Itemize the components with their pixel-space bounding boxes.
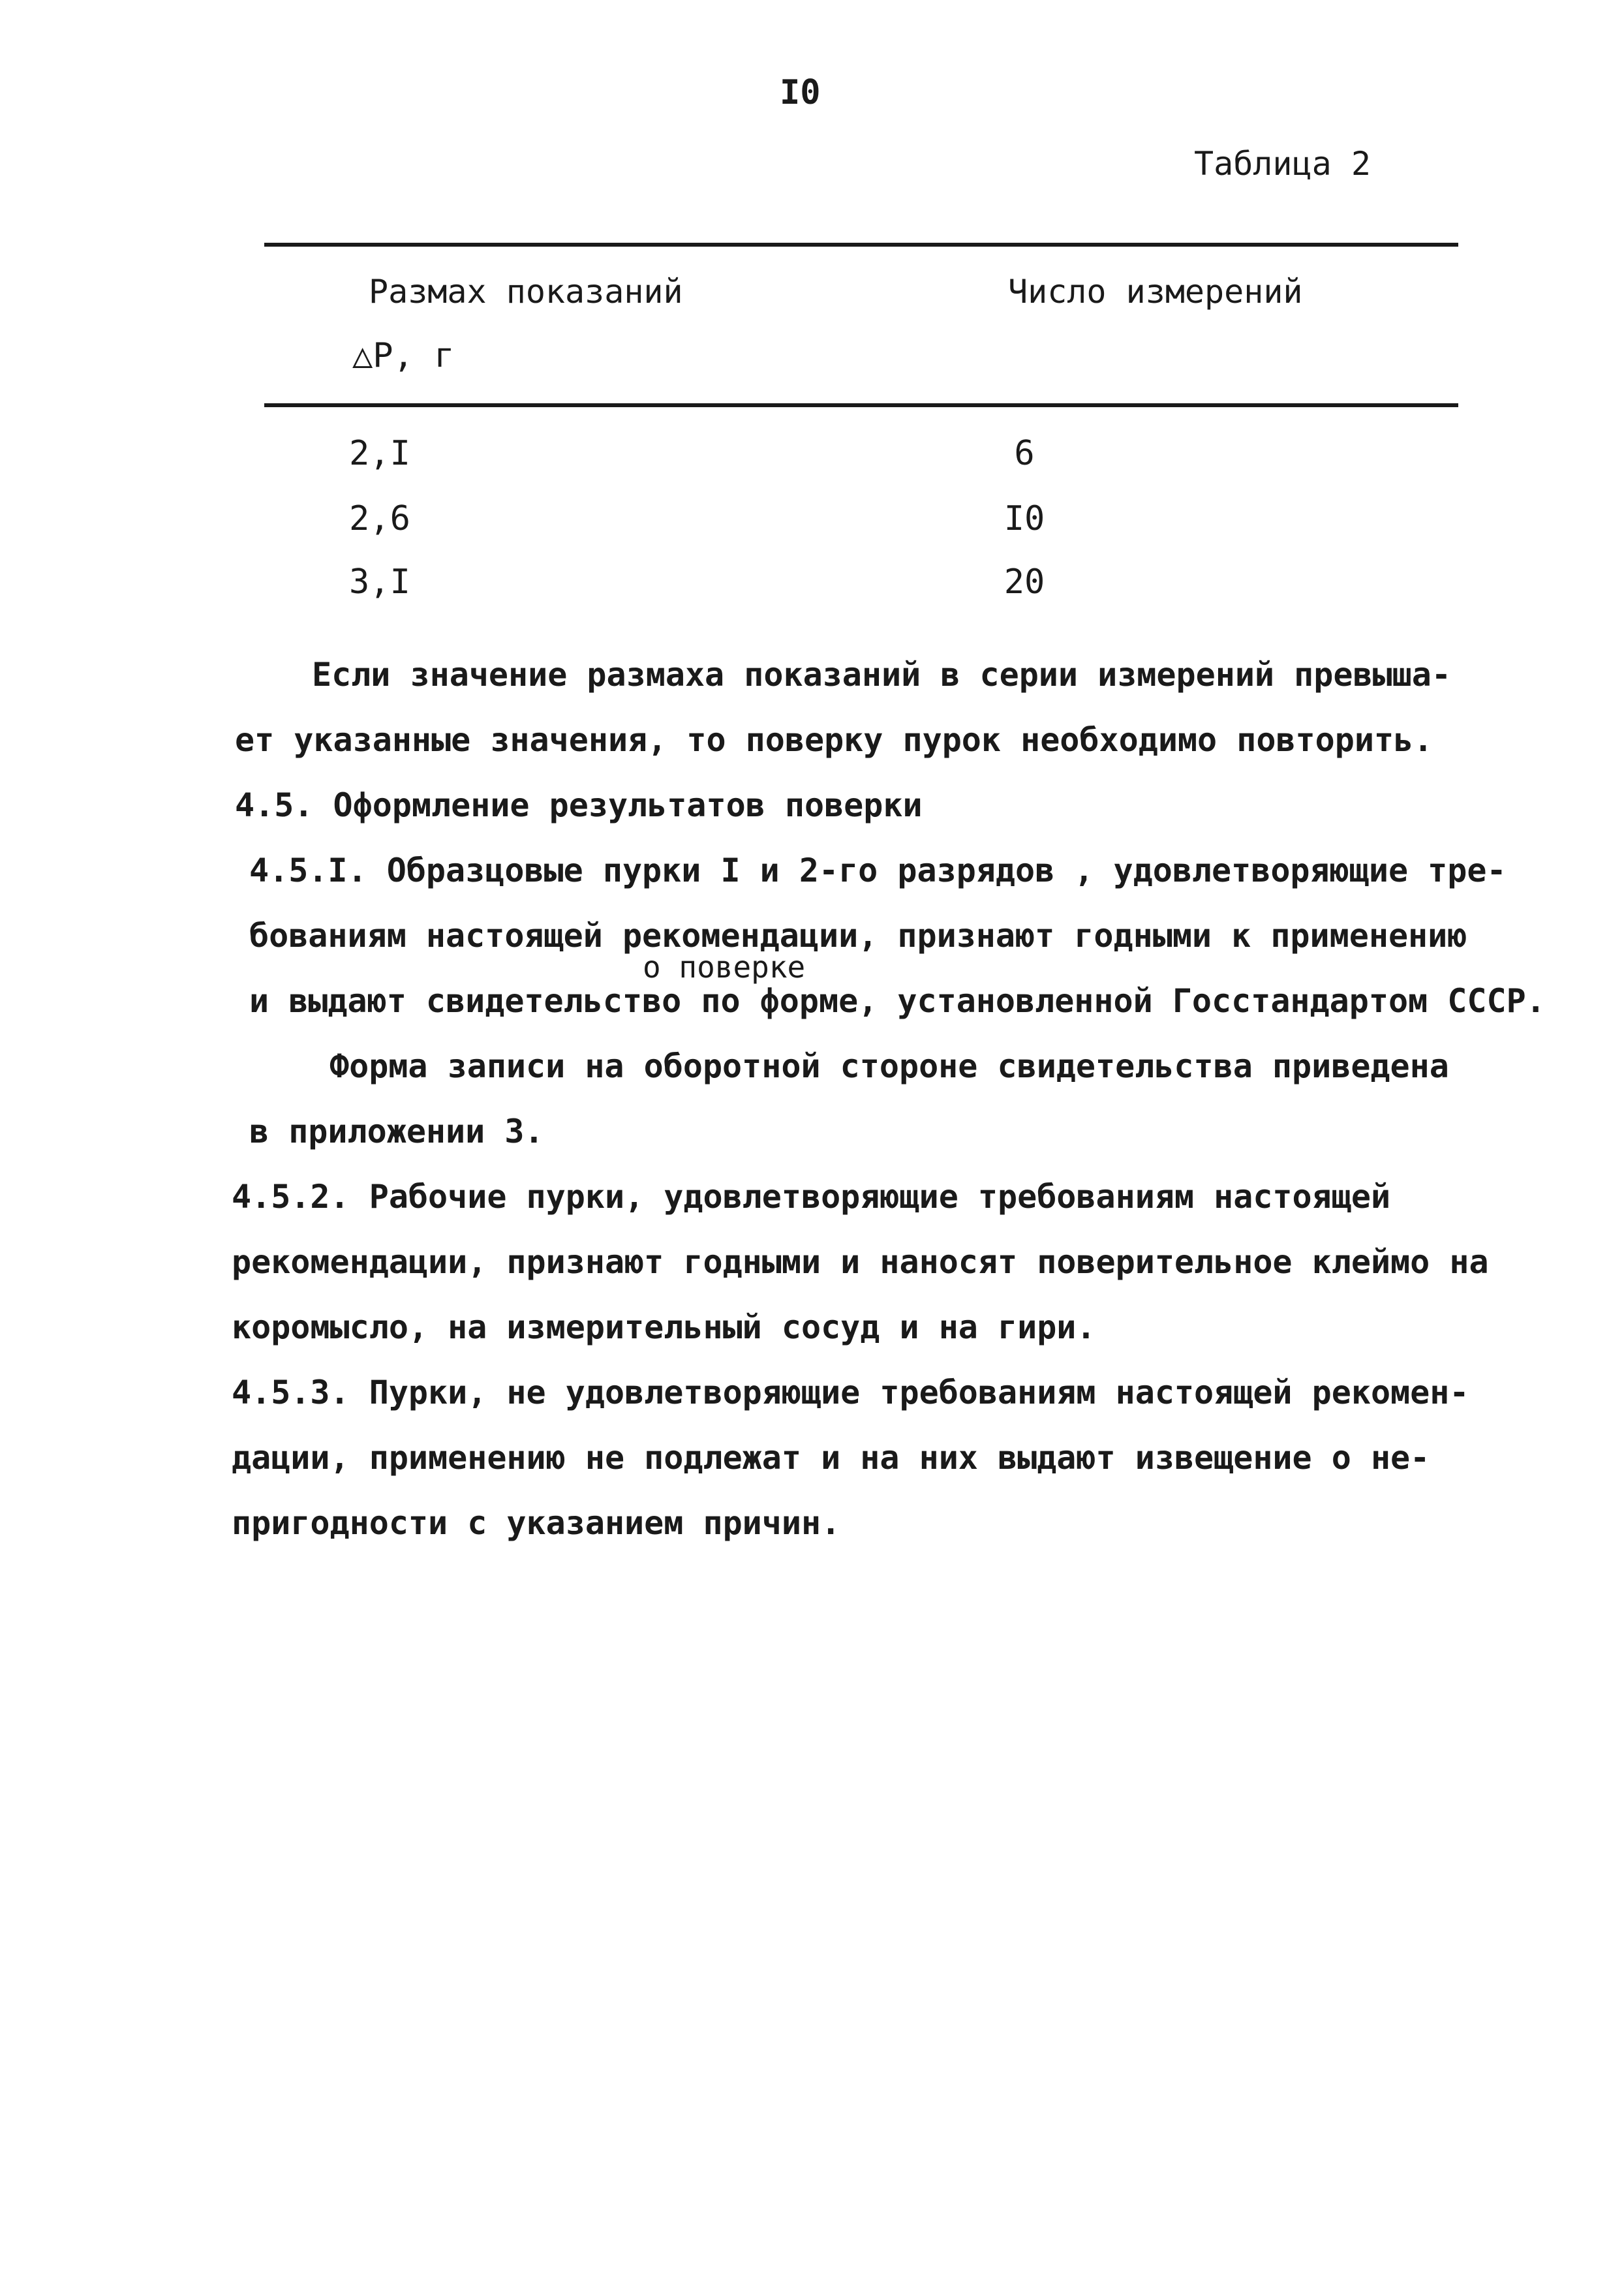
paragraph-line: ет указанные значения, то поверку пурок необходимо повторить. xyxy=(235,721,1433,759)
paragraph-line: рекомендации, признают годными и наносят поверительное клеймо на xyxy=(232,1243,1489,1281)
table-header-count: Число измерений xyxy=(1008,273,1303,311)
table-caption: Таблица 2 xyxy=(1194,145,1371,183)
table-cell-count: 6 xyxy=(1014,434,1035,473)
table-cell-count: 20 xyxy=(1004,562,1045,602)
paragraph-line: коромысло, на измерительный сосуд и на гири. xyxy=(232,1308,1096,1346)
section-heading: 4.5. Оформление результатов поверки xyxy=(235,786,923,824)
paragraph-line: пригодности с указанием причин. xyxy=(232,1504,841,1542)
paragraph-line: и выдают свидетельство по форме, установленной Госстандартом СССР. xyxy=(249,982,1546,1020)
table-header-range: Размах показаний xyxy=(369,273,683,311)
paragraph-line: Если значение размаха показаний в серии измерений превыша- xyxy=(312,656,1451,694)
table-cell-range: 3,I xyxy=(349,562,410,602)
table-cell-count: I0 xyxy=(1004,499,1045,538)
table-cell-range: 2,I xyxy=(349,434,410,473)
table-header-range-unit: △P, г xyxy=(352,336,455,375)
paragraph-line: в приложении 3. xyxy=(249,1113,544,1150)
paragraph-line: 4.5.I. Образцовые пурки I и 2-го разрядов , удовлетворяющие тре- xyxy=(249,852,1507,889)
paragraph-line: дации, применению не подлежат и на них выдают извещение о не- xyxy=(232,1439,1430,1477)
table-cell-range: 2,6 xyxy=(349,499,410,538)
paragraph-line: 4.5.2. Рабочие пурки, удовлетворяющие требованиям настоящей xyxy=(232,1178,1391,1216)
table-header-rule xyxy=(264,403,1458,407)
paragraph-line: 4.5.3. Пурки, не удовлетворяющие требованиям настоящей рекомен- xyxy=(232,1374,1469,1411)
inserted-text: о поверке xyxy=(643,949,806,985)
page-number: I0 xyxy=(780,73,821,112)
paragraph-line: бованиям настоящей рекомендации, признают годными к применению xyxy=(249,917,1467,955)
paragraph-line: Форма записи на оборотной стороне свидетельства приведена xyxy=(329,1047,1449,1085)
table-top-rule xyxy=(264,243,1458,247)
